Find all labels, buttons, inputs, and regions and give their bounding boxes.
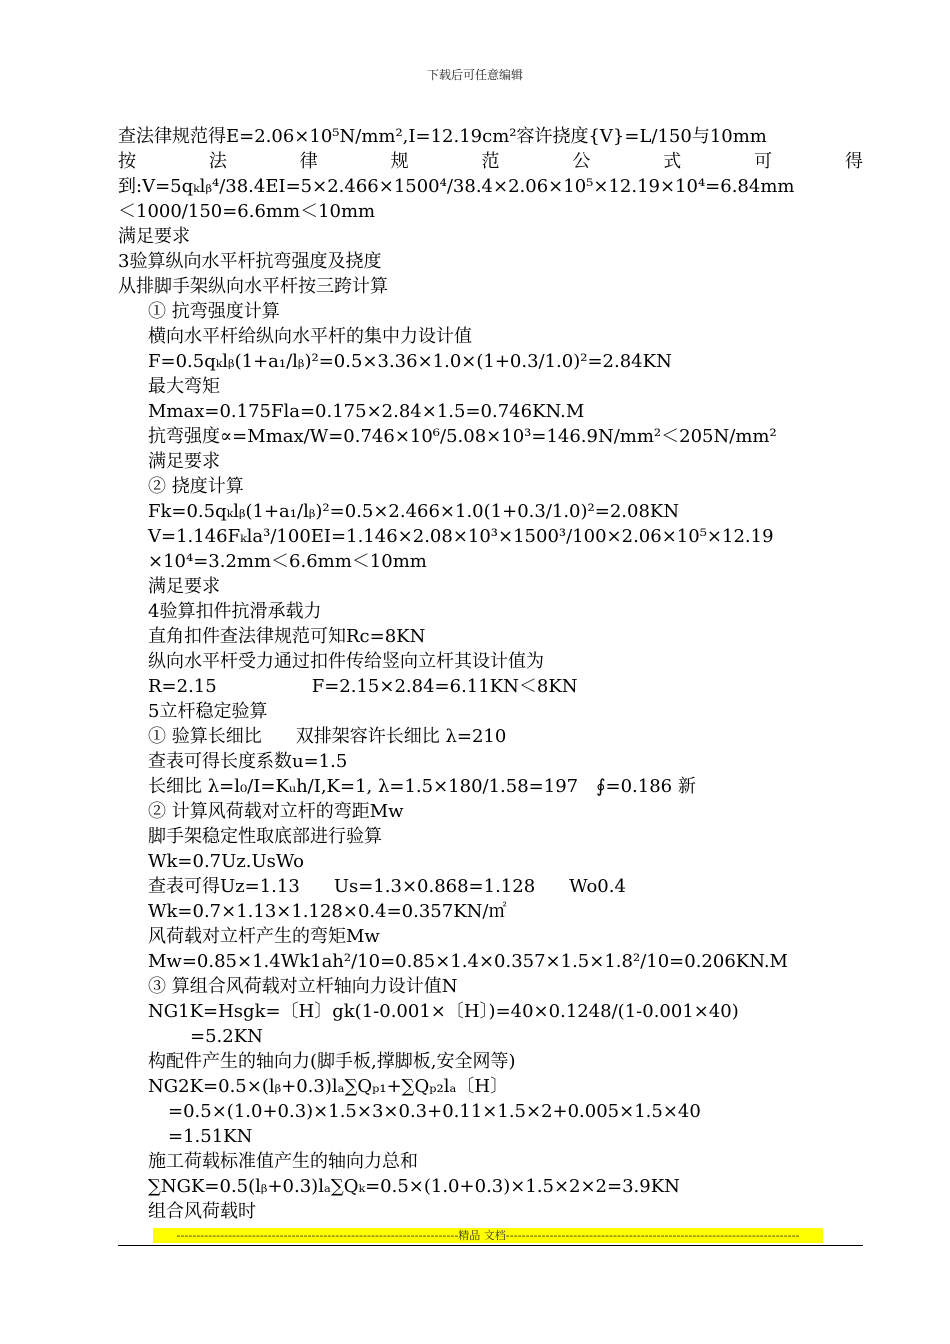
formula-line: =5.2KN: [190, 1026, 263, 1047]
formula-line: Wk=0.7Uz.UsWo: [148, 851, 305, 872]
f-value: F=2.15×2.84=6.11KN＜8KN: [311, 676, 578, 697]
spread-word: 法: [208, 151, 227, 172]
formula-line: Mw=0.85×1.4Wk1ah²/10=0.85×1.4×0.357×1.5×1.8²/10=0.206KN.M: [148, 951, 788, 972]
footer-banner: -----------------------------------------------------------------------精品 文档--------------------------------------------------------------------------: [153, 1228, 823, 1243]
text-line: 施工荷载标准值产生的轴向力总和: [148, 1151, 418, 1172]
spread-word: 公: [572, 151, 591, 172]
slender-limit: 双排架容许长细比 λ=210: [295, 726, 507, 747]
formula-line: NG1K=Hsgk=〔H〕gk(1-0.001×〔H〕)=40×0.1248/(1-0.001×40): [148, 1001, 739, 1022]
formula-line: ×10⁴=3.2mm＜6.6mm＜10mm: [148, 551, 427, 572]
formula-line: Fk=0.5qₖlᵦ(1+a₁/lᵦ)²=0.5×2.466×1.0(1+0.3/1.0)²=2.08KN: [148, 501, 680, 522]
spread-word: 可: [754, 151, 773, 172]
text-line: 横向水平杆给纵向水平杆的集中力设计值: [148, 326, 472, 347]
sub-heading: ① 抗弯强度计算: [148, 301, 280, 322]
text-line: 满足要求: [118, 226, 190, 247]
section-heading: 5立杆稳定验算: [148, 701, 268, 722]
formula-line: [118, 874, 863, 899]
text-line: 查法律规范得E=2.06×10⁵N/mm²,I=12.19cm²容许挠度{V}=L/150与10mm: [118, 126, 767, 147]
text-line: 到:V=5qₖlᵦ⁴/38.4EI=5×2.466×1500⁴/38.4×2.06×10⁵×12.19×10⁴=6.84mm: [118, 176, 795, 197]
uz-value: 查表可得Uz=1.13: [148, 876, 300, 897]
spread-word: 律: [299, 151, 318, 172]
footer-divider: [118, 1245, 863, 1246]
formula-line: F=0.5qₖlᵦ(1+a₁/lᵦ)²=0.5×3.36×1.0×(1+0.3/1.0)²=2.84KN: [148, 351, 672, 372]
text-line: 满足要求: [148, 451, 220, 472]
r-value: R=2.15: [148, 676, 217, 697]
sub-heading: ② 挠度计算: [148, 476, 244, 497]
text-line: 组合风荷载时: [148, 1201, 256, 1222]
slender-title: ① 验算长细比: [148, 726, 262, 747]
formula-line: 抗弯强度∝=Mmax/W=0.746×10⁶/5.08×10³=146.9N/mm²＜205N/mm²: [148, 426, 777, 447]
spread-word: 规: [390, 151, 409, 172]
text-line: 查表可得长度系数u=1.5: [148, 751, 348, 772]
spread-word: 按: [118, 151, 136, 172]
sub-heading: ② 计算风荷载对立杆的弯距Mw: [148, 801, 404, 822]
section-heading: 4验算扣件抗滑承载力: [148, 601, 322, 622]
document-body: [118, 124, 863, 1224]
sub-heading: [118, 724, 863, 749]
justified-line: [118, 149, 863, 174]
text-line: 直角扣件查法律规范可知Rc=8KN: [148, 626, 426, 647]
wo-value: Wo0.4: [569, 876, 626, 897]
text-line: ＜1000/150=6.6mm＜10mm: [118, 201, 376, 222]
formula-line: [118, 674, 863, 699]
formula-line: ∑NGK=0.5(lᵦ+0.3)lₐ∑Qₖ=0.5×(1.0+0.3)×1.5×2×2=3.9KN: [148, 1176, 680, 1197]
formula-line: =0.5×(1.0+0.3)×1.5×3×0.3+0.11×1.5×2+0.005×1.5×40: [168, 1101, 701, 1122]
spread-word: 式: [663, 151, 682, 172]
formula-line: [118, 774, 863, 799]
formula-line: Wk=0.7×1.13×1.128×0.4=0.357KN/㎡: [148, 901, 507, 922]
spread-word: 范: [481, 151, 500, 172]
formula-line: =1.51KN: [168, 1126, 253, 1147]
formula-line: Mmax=0.175Fla=0.175×2.84×1.5=0.746KN.M: [148, 401, 585, 422]
formula-line: V=1.146Fₖla³/100EI=1.146×2.08×10³×1500³/100×2.06×10⁵×12.19: [148, 526, 774, 547]
text-line: 构配件产生的轴向力(脚手板,撑脚板,安全网等): [148, 1051, 516, 1072]
stability-factor: ∮=0.186 新: [596, 776, 696, 797]
text-line: 最大弯矩: [148, 376, 220, 397]
section-heading: 3验算纵向水平杆抗弯强度及挠度: [118, 251, 382, 272]
us-value: Us=1.3×0.868=1.128: [333, 876, 536, 897]
text-line: 纵向水平杆受力通过扣件传给竖向立杆其设计值为: [148, 651, 544, 672]
formula-line: NG2K=0.5×(lᵦ+0.3)lₐ∑Qₚ₁+∑Qₚ₂lₐ〔H〕: [148, 1076, 509, 1097]
sub-heading: ③ 算组合风荷载对立杆轴向力设计值N: [148, 976, 458, 997]
spread-word: 得: [845, 151, 863, 172]
text-line: 风荷载对立杆产生的弯矩Mw: [148, 926, 380, 947]
text-line: 脚手架稳定性取底部进行验算: [148, 826, 382, 847]
slender-ratio: 长细比 λ=l₀/I=Kᵤh/I,K=1, λ=1.5×180/1.58=197: [148, 776, 579, 797]
text-line: 从排脚手架纵向水平杆按三跨计算: [118, 276, 388, 297]
page-header: 下载后可任意编辑: [426, 68, 523, 82]
text-line: 满足要求: [148, 576, 220, 597]
